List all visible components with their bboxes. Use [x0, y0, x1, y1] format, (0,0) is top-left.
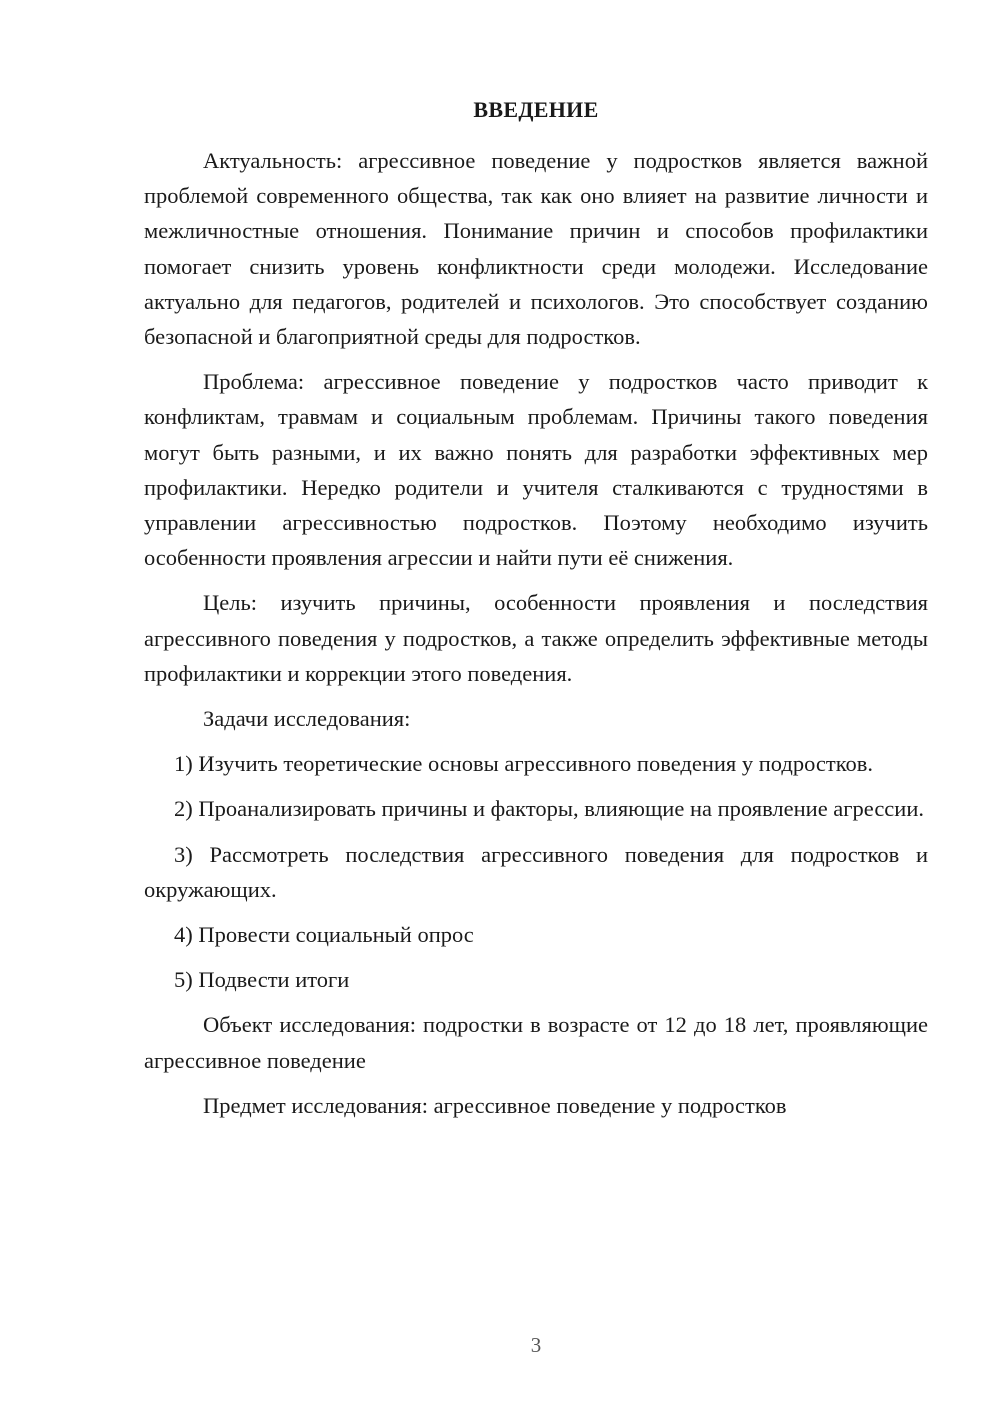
task-item-5: 5) Подвести итоги [174, 967, 350, 993]
page-title: ВВЕДЕНИЕ [473, 97, 599, 122]
task-item-4: 4) Провести социальный опрос [174, 922, 474, 948]
tasks-heading: Задачи исследования: [203, 706, 411, 732]
paragraph-problem: Проблема: агрессивное поведение у подростков часто приводит к конфликтам, травмам и социальным проблемам. Причины такого поведения могут быть разными, и их важно понять для разработки эффективных мер профилактики. Нередко родители и учителя сталкиваются с трудностями в управлении агрессивностью подростков. Поэтому необходимо изучить особенности проявления агрессии и найти пути её снижения. [144, 369, 928, 571]
task-item-2: 2) Проанализировать причины и факторы, влияющие на проявление агрессии. [174, 796, 924, 822]
paragraph-subject: Предмет исследования: агрессивное поведение у подростков [203, 1092, 787, 1118]
paragraph-relevance: Актуальность: агрессивное поведение у подростков является важной проблемой современного общества, так как оно влияет на развитие личности и межличностные отношения. Понимание причин и способов профилактики помогает снизить уровень конфликтности среди молодежи. Исследование актуально для педагогов, родителей и психологов. Это способствует созданию безопасной и благоприятной среды для подростков. [144, 148, 928, 350]
task-item-3: 3) Рассмотреть последствия агрессивного поведения для подростков и окружающих. [144, 841, 928, 902]
tasks-list [144, 746, 928, 997]
page-number: 3 [530, 1333, 542, 1357]
task-item-1: 1) Изучить теоретические основы агрессивного поведения у подростков. [174, 751, 874, 777]
paragraph-goal: Цель: изучить причины, особенности проявления и последствия агрессивного поведения у подростков, а также определить эффективные методы профилактики и коррекции этого поведения. [144, 590, 928, 686]
document-body [144, 143, 928, 1123]
paragraph-object: Объект исследования: подростки в возрасте от 12 до 18 лет, проявляющие агрессивное поведение [144, 1012, 928, 1073]
